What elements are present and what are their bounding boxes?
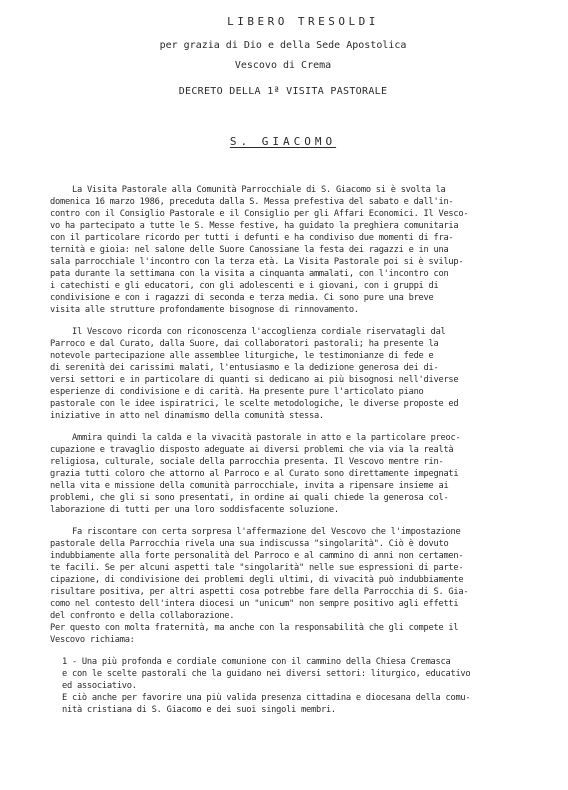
text-line: religiosa, culturale, sociale della parrocchia presenta. Il Vescovo mentre rin- xyxy=(50,457,444,467)
text-line: condivisione e con i ragazzi di seconda e terza media. Ci sono pure una breve xyxy=(50,293,434,303)
text-line: Ammira quindi la calda e la vivacità pastorale in atto e la particolare preoc- xyxy=(72,433,461,443)
text-line: con il particolare ricordo per tutti i defunti e ha condiviso due momenti di fra- xyxy=(50,233,454,243)
text-line: ed associativo. xyxy=(62,681,137,691)
header-line-1: per grazia di Dio e della Sede Apostolica xyxy=(159,40,407,51)
text-line: notevole partecipazione alle assemblee liturgiche, le testimonianze di fede e xyxy=(50,351,434,361)
text-line: cipazione, di condivisione dei problemi degli ultimi, di vivacità può indubbiamente xyxy=(50,575,464,585)
text-line: te facili. Se per alcuni aspetti tale "singolarità" nelle sue espressioni di parte- xyxy=(50,563,464,573)
text-line: pastorale con le idee ispiratrici, le scelte metodologiche, le diverse proposte ed xyxy=(50,399,459,409)
text-line: esperienze di condivisione e di carità. Ha presente pure l'articolato piano xyxy=(50,387,424,397)
text-line: grazia tutti coloro che attorno al Parroco e al Curato sono direttamente impegnati xyxy=(50,469,459,479)
text-line: 1 - Una più profonda e cordiale comunione con il cammino della Chiesa Cremasca xyxy=(62,657,451,667)
header-line-2: Vescovo di Crema xyxy=(234,60,332,71)
text-line: sala parrocchiale l'incontro con la terza età. La Visita Pastorale poi si è svilup- xyxy=(50,257,464,267)
document-body xyxy=(50,184,516,716)
text-line: versi settori e in particolare di quanti si dedicano ai più bisognosi nell'diverse xyxy=(50,375,459,385)
text-line: nella vita e missione della comunità parrocchiale, invita a ripensare insieme ai xyxy=(50,481,449,491)
text-line: Per questo con molta fraternità, ma anche con la responsabilità che gli compete il xyxy=(50,623,459,633)
parish-title-text: S. GIACOMO xyxy=(229,135,337,148)
text-line: di serenità dei carissimi malati, l'entusiasmo e la dedizione generosa dei di- xyxy=(50,363,439,373)
text-line: Vescovo richiama: xyxy=(50,635,135,645)
document-header xyxy=(50,14,516,74)
text-line: pastorale della Parrocchia rivela una sua indiscussa "singolarità". Ciò è dovuto xyxy=(50,539,449,549)
paragraph xyxy=(50,432,516,516)
text-line: iniziative in atto nel dinamismo della comunità stessa. xyxy=(50,411,324,421)
text-line: La Visita Pastorale alla Comunità Parrocchiale di S. Giacomo si è svolta la xyxy=(72,185,446,195)
text-line: problemi, che gli si sono presentati, in ordine ai quali chiede la generosa col- xyxy=(50,493,449,503)
bishop-name: LIBERO TRESOLDI xyxy=(227,15,379,28)
text-line: visita alle strutture profondamente bisognose di rinnovamento. xyxy=(50,305,359,315)
text-line: del confronto e della collaborazione. xyxy=(50,611,235,621)
text-line: Parroco e dal Curato, dalla Suore, dai collaboratori pastorali; ha presente la xyxy=(50,339,439,349)
text-line: E ciò anche per favorire una più valida presenza cittadina e diocesana della comu- xyxy=(62,693,471,703)
text-line: indubbiamente alla forte personalità del Parroco e al cammino di anni non certamen- xyxy=(50,551,464,561)
text-line: i catechisti e gli educatori, con gli adolescenti e i giovani, con i gruppi di xyxy=(50,281,439,291)
text-line: risultare positiva, per altri aspetti cosa potrebbe fare della Parrocchia di S. Gia- xyxy=(50,587,469,597)
text-line: contro con il Consiglio Pastorale e il Consiglio per gli Affari Economici. Il Vesco- xyxy=(50,209,469,219)
text-line: como nel contesto dell'intera diocesi un "unicum" non sempre positivo agli effetti xyxy=(50,599,459,609)
text-line: domenica 16 marzo 1986, preceduta dalla S. Messa prefestiva del sabato e dall'in- xyxy=(50,197,454,207)
text-line: nità cristiana di S. Giacomo e dei suoi singoli membri. xyxy=(62,705,336,715)
decree-title: DECRETO DELLA 1ª VISITA PASTORALE xyxy=(178,86,388,97)
text-line: ternità e gioia: nel salone delle Suore Canossiane la festa dei ragazzi e in una xyxy=(50,245,449,255)
text-line: Il Vescovo ricorda con riconoscenza l'accoglienza cordiale riservatagli dal xyxy=(72,327,446,337)
paragraph xyxy=(50,526,516,622)
text-line: laborazione di tutti per una loro soddisfacente soluzione. xyxy=(50,505,339,515)
recommendation-item xyxy=(50,656,516,716)
closing-intro xyxy=(50,622,516,646)
text-line: Fa riscontare con certa sorpresa l'affermazione del Vescovo che l'impostazione xyxy=(72,527,461,537)
text-line: e con le scelte pastorali che la guidano nei diversi settori: liturgico, educativo xyxy=(62,669,471,679)
text-line: vo ha partecipato a tutte le S. Messe festive, ha guidato la preghiera comunitaria xyxy=(50,221,459,231)
parish-title xyxy=(50,135,516,148)
text-line: cupazione e travaglio disposto adeguate ai diversi problemi che via via la realtà xyxy=(50,445,454,455)
paragraph xyxy=(50,326,516,422)
paragraph xyxy=(50,184,516,316)
text-line: pata durante la settimana con la visita a cinquanta ammalati, con l'incontro con xyxy=(50,269,449,279)
